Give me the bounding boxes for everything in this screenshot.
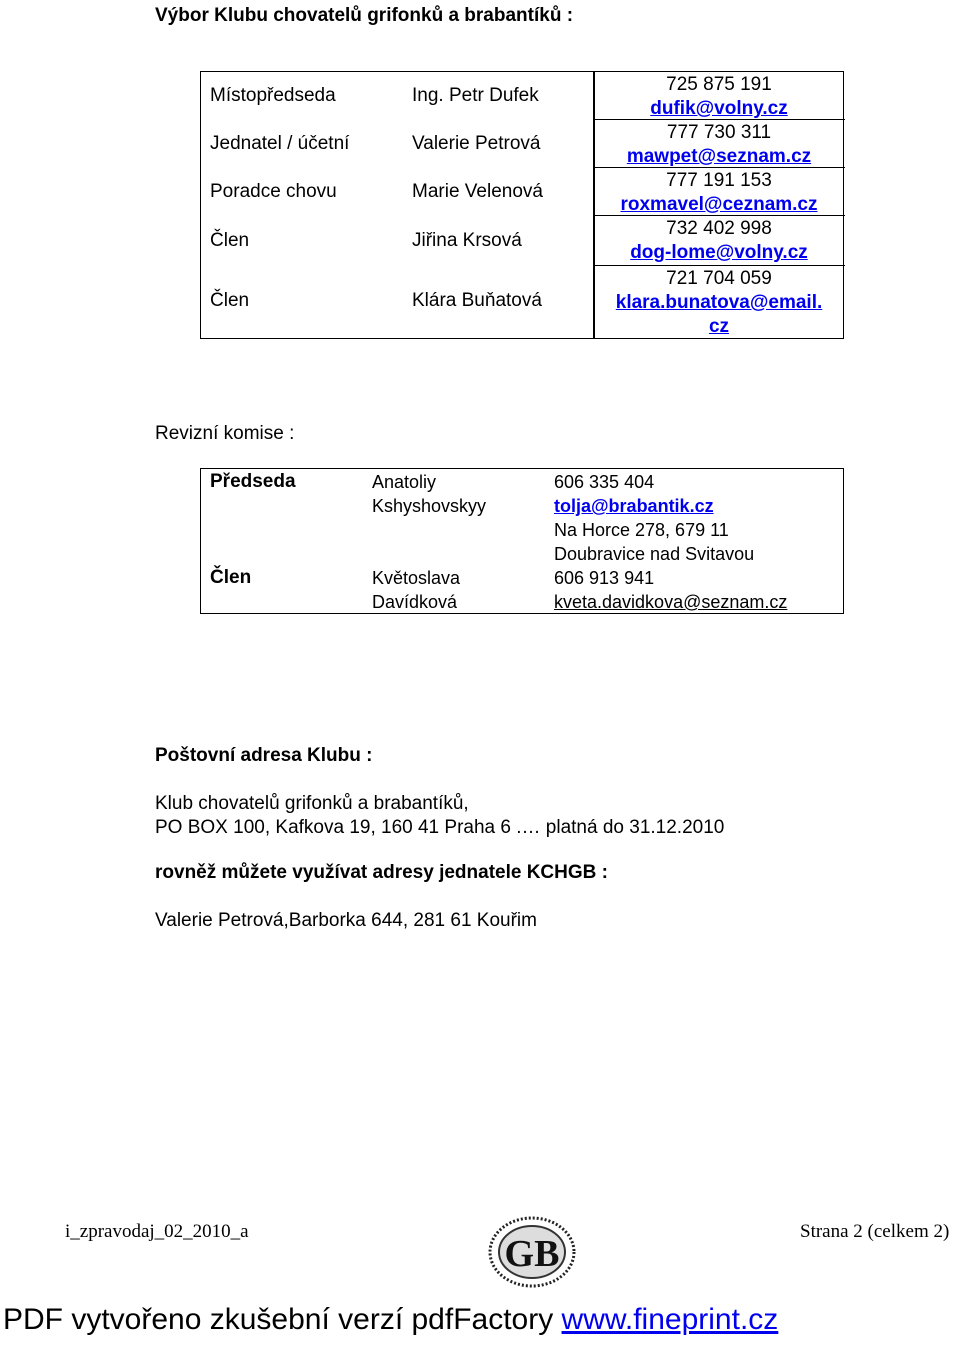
- contact-cell: [593, 121, 845, 169]
- logo-letters: GB: [504, 1233, 560, 1275]
- member-name: Ing. Petr Dufek: [412, 85, 539, 106]
- watermark-text: PDF vytvořeno zkušební verzí pdfFactory: [3, 1303, 562, 1336]
- phone-number: 777 730 311: [666, 122, 772, 143]
- committee-heading: Výbor Klubu chovatelů grifonků a brabantíků :: [155, 5, 574, 26]
- contact-cell: [593, 169, 845, 217]
- member-name: [372, 470, 542, 518]
- phone-number: 777 191 153: [666, 170, 772, 191]
- member-name: [372, 566, 542, 614]
- contact-cell: [593, 73, 845, 121]
- postal-heading: Poštovní adresa Klubu :: [155, 745, 373, 766]
- name-line: Davídková: [372, 592, 458, 612]
- name-line: Kshyshovskyy: [372, 496, 487, 516]
- address-line: Doubravice nad Svitavou: [554, 544, 755, 564]
- name-line: Anatoliy: [372, 472, 437, 492]
- phone-number: 732 402 998: [666, 218, 772, 239]
- phone-number: 606 335 404: [554, 472, 655, 492]
- email-link[interactable]: dufik@volny.cz: [650, 98, 788, 119]
- role-label: Člen: [210, 567, 252, 588]
- postal-line: PO BOX 100, Kafkova 19, 160 41 Praha 6 .… platná do 31.12.2010: [155, 817, 725, 838]
- email-link[interactable]: roxmavel@ceznam.cz: [620, 194, 818, 215]
- phone-number: 606 913 941: [554, 568, 655, 588]
- contact-cell: [593, 267, 845, 339]
- gb-logo-icon: [487, 1216, 577, 1288]
- email-link[interactable]: mawpet@seznam.cz: [626, 146, 812, 167]
- contact-cell: [554, 470, 754, 566]
- audit-table: [200, 468, 844, 614]
- alt-address-heading: rovněž můžete využívat adresy jednatele KCHGB :: [155, 862, 608, 883]
- email-link[interactable]: kveta.davidkova@seznam.cz: [554, 592, 788, 612]
- role-label: Poradce chovu: [210, 181, 337, 202]
- contact-cell: [593, 217, 845, 265]
- email-link[interactable]: tolja@brabantik.cz: [554, 496, 714, 516]
- role-label: Místopředseda: [210, 85, 336, 106]
- member-name: Klára Buňatová: [412, 290, 542, 311]
- table-divider: [593, 265, 845, 266]
- pdf-watermark: [3, 1303, 778, 1337]
- footer-document-id: i_zpravodaj_02_2010_a: [65, 1221, 249, 1242]
- committee-table: [200, 71, 844, 339]
- email-link-continued[interactable]: cz: [708, 316, 730, 337]
- phone-number: 721 704 059: [666, 268, 772, 289]
- email-link[interactable]: dog-lome@volny.cz: [630, 242, 808, 263]
- alt-address: Valerie Petrová,Barborka 644, 281 61 Kouřim: [155, 910, 537, 931]
- role-label: Člen: [210, 230, 250, 251]
- audit-heading: Revizní komise :: [155, 423, 295, 444]
- member-name: Jiřina Krsová: [412, 230, 522, 251]
- watermark-link[interactable]: www.fineprint.cz: [561, 1303, 779, 1336]
- address-line: Na Horce 278, 679 11: [554, 520, 729, 540]
- name-line: Květoslava: [372, 568, 461, 588]
- contact-cell: [554, 566, 787, 614]
- member-name: Marie Velenová: [412, 181, 543, 202]
- page-number: Strana 2 (celkem 2): [800, 1221, 950, 1242]
- role-label: Člen: [210, 290, 250, 311]
- postal-line: Klub chovatelů grifonků a brabantíků,: [155, 793, 469, 814]
- club-logo: [487, 1216, 577, 1288]
- email-link[interactable]: klara.bunatova@email.: [615, 292, 823, 313]
- member-name: Valerie Petrová: [412, 133, 541, 154]
- role-label: Předseda: [210, 471, 296, 492]
- phone-number: 725 875 191: [666, 74, 772, 95]
- role-label: Jednatel / účetní: [210, 133, 350, 154]
